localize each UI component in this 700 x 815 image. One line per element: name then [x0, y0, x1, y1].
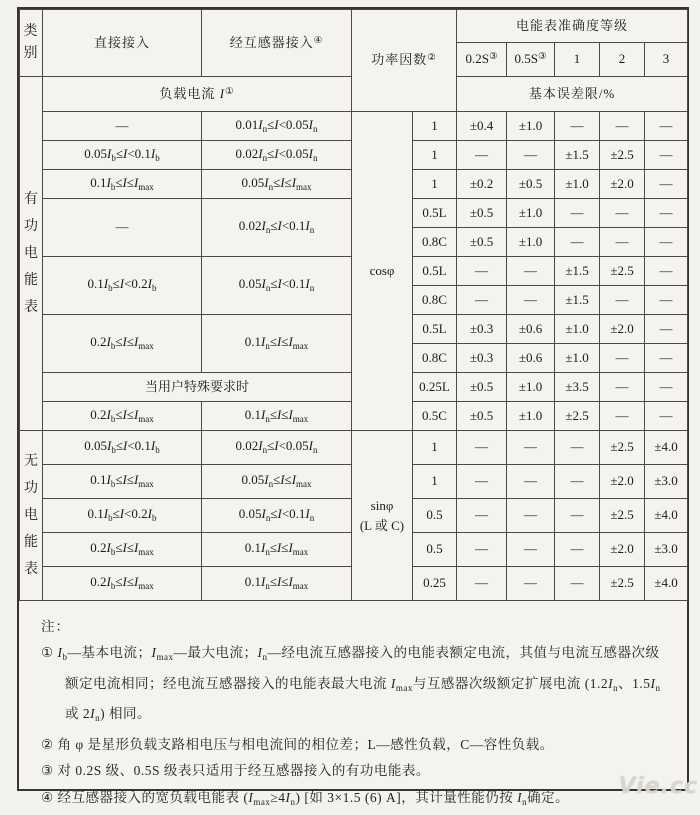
- error-limit-cell: ±2.0: [600, 465, 645, 499]
- ct-range-cell: $0.05I_n\le I\le I_{max}$: [202, 170, 352, 199]
- ct-range-cell: $0.01I_n\le I<0.05I_n$: [202, 112, 352, 141]
- error-limit-cell: —: [457, 499, 507, 533]
- note-item: ① $I_b—$基本电流；$I_{max}—$最大电流；$I_n—$经电流互感器接入的电能表额定电流，其值与电流互感器次级额定电流相同；经电流互感器接入的电能表最大电流 $I_{max}$与互感器次级额定扩展电流 ($1.2I_n$、$1.5I_n$或 $2I_n$) 相同。: [41, 640, 673, 732]
- error-limit-cell: —: [645, 286, 688, 315]
- error-limit-cell: ±1.0: [507, 199, 555, 228]
- error-limit-cell: ±3.0: [645, 533, 688, 567]
- error-limit-cell: —: [555, 567, 600, 601]
- error-limit-cell: ±2.0: [600, 170, 645, 199]
- note-item: ② 角 φ 是星形负载支路相电压与相电流间的相位差；L—感性负载，C—容性负载。: [41, 732, 673, 759]
- accuracy-class-cell: 0.5S③: [507, 43, 555, 77]
- error-limit-cell: ±0.3: [457, 315, 507, 344]
- error-limit-cell: —: [600, 199, 645, 228]
- error-limit-cell: ±1.5: [555, 286, 600, 315]
- ct-range-cell: $0.1I_n\le I\le I_{max}$: [202, 533, 352, 567]
- pf-value-cell: 0.8C: [413, 228, 457, 257]
- ct-range-cell: $0.1I_n\le I\le I_{max}$: [202, 402, 352, 431]
- pf-value-cell: 0.8C: [413, 344, 457, 373]
- error-limit-cell: ±2.0: [600, 533, 645, 567]
- error-limit-cell: ±0.3: [457, 344, 507, 373]
- direct-range-cell: $0.2I_b\le I\le I_{max}$: [43, 402, 202, 431]
- error-limit-cell: —: [457, 257, 507, 286]
- direct-range-cell: —: [43, 199, 202, 257]
- pf-value-cell: 0.25L: [413, 373, 457, 402]
- pf-value-cell: 0.5L: [413, 257, 457, 286]
- error-limit-cell: —: [645, 141, 688, 170]
- category-header-label: 类别: [23, 21, 39, 65]
- error-limit-cell: ±0.6: [507, 315, 555, 344]
- ct-range-cell: $0.02I_n\le I<0.05I_n$: [202, 431, 352, 465]
- error-limit-cell: ±0.5: [457, 199, 507, 228]
- ct-range-cell: $0.02I_n\le I<0.05I_n$: [202, 141, 352, 170]
- ct-range-cell: $0.02I_n\le I<0.1I_n$: [202, 199, 352, 257]
- pf-value-cell: 1: [413, 170, 457, 199]
- error-limit-cell: —: [555, 228, 600, 257]
- accuracy-class-cell: 2: [600, 43, 645, 77]
- error-limit-cell: —: [555, 199, 600, 228]
- error-limits-table: [19, 9, 688, 601]
- error-limit-cell: —: [600, 402, 645, 431]
- error-limit-cell: —: [507, 567, 555, 601]
- error-limit-header-cell: 基本误差限/%: [457, 77, 688, 112]
- cos-phi-label: cosφ: [354, 261, 410, 281]
- error-limit-cell: ±1.0: [507, 373, 555, 402]
- ct-range-cell: $0.05I_n\le I<0.1I_n$: [202, 257, 352, 315]
- error-limit-cell: —: [600, 373, 645, 402]
- error-limit-cell: —: [457, 567, 507, 601]
- error-limit-cell: ±0.5: [457, 373, 507, 402]
- error-limit-cell: —: [645, 199, 688, 228]
- category-label-reactive: 无功电能表: [23, 448, 39, 583]
- error-limit-cell: —: [507, 533, 555, 567]
- error-limit-cell: ±3.5: [555, 373, 600, 402]
- error-limit-cell: —: [645, 344, 688, 373]
- error-limit-cell: —: [600, 286, 645, 315]
- sin-phi-label: sinφ: [354, 496, 410, 516]
- error-limit-cell: —: [555, 112, 600, 141]
- error-limit-cell: ±4.0: [645, 567, 688, 601]
- error-limit-cell: —: [600, 344, 645, 373]
- pf-value-cell: 0.5: [413, 499, 457, 533]
- error-limit-cell: —: [645, 257, 688, 286]
- error-limit-cell: —: [645, 170, 688, 199]
- table-row: [20, 10, 688, 43]
- direct-range-cell: $0.2I_b\le I\le I_{max}$: [43, 533, 202, 567]
- error-limit-cell: —: [457, 533, 507, 567]
- pf-value-cell: 0.8C: [413, 286, 457, 315]
- direct-range-cell: $0.1I_b\le I<0.2I_b$: [43, 257, 202, 315]
- error-limit-cell: —: [507, 465, 555, 499]
- accuracy-class-cell: 1: [555, 43, 600, 77]
- ct-range-cell: $0.05I_n\le I\le I_{max}$: [202, 465, 352, 499]
- pf-value-cell: 1: [413, 465, 457, 499]
- error-limit-cell: ±0.6: [507, 344, 555, 373]
- error-limit-cell: ±0.2: [457, 170, 507, 199]
- direct-range-cell: $0.1I_b\le I<0.2I_b$: [43, 499, 202, 533]
- error-limit-cell: ±2.0: [600, 315, 645, 344]
- error-limit-cell: ±2.5: [600, 257, 645, 286]
- error-limits-table-sheet: [17, 7, 689, 791]
- pf-value-cell: 0.5L: [413, 315, 457, 344]
- direct-range-cell: $0.05I_b\le I<0.1I_b$: [43, 141, 202, 170]
- error-limit-cell: ±2.5: [555, 402, 600, 431]
- error-limit-cell: ±1.0: [507, 402, 555, 431]
- pf-value-cell: 0.5: [413, 533, 457, 567]
- error-limit-cell: —: [507, 141, 555, 170]
- via-ct-header-cell: 经互感器接入④: [202, 10, 352, 77]
- load-current-header-cell: 负载电流 I①: [43, 77, 352, 112]
- category-cell-reactive: [20, 431, 43, 601]
- pf-symbol-cell-cos: [352, 112, 413, 431]
- direct-range-cell: $0.05I_b\le I<0.1I_b$: [43, 431, 202, 465]
- notes-title: 注：: [41, 614, 673, 640]
- sin-phi-sublabel: (L 或 C): [354, 516, 410, 536]
- ct-range-cell: $0.1I_n\le I\le I_{max}$: [202, 567, 352, 601]
- accuracy-class-header-cell: 电能表准确度等级: [457, 10, 688, 43]
- error-limit-cell: —: [457, 465, 507, 499]
- note-item: ④ 经互感器接入的宽负载电能表 $(I_{max}\ge 4I_n)$ [如 3×1.5 (6) A]，其计量性能仍按 $I_n$确定。: [41, 785, 673, 815]
- pf-value-cell: 0.5C: [413, 402, 457, 431]
- category-header-cell: [20, 10, 43, 77]
- error-limit-cell: —: [645, 112, 688, 141]
- pf-value-cell: 1: [413, 112, 457, 141]
- error-limit-cell: —: [555, 431, 600, 465]
- direct-range-cell: $0.2I_b\le I\le I_{max}$: [43, 315, 202, 373]
- error-limit-cell: —: [457, 431, 507, 465]
- pf-value-cell: 1: [413, 431, 457, 465]
- accuracy-class-cell: 0.2S③: [457, 43, 507, 77]
- direct-range-cell: $0.1I_b\le I\le I_{max}$: [43, 465, 202, 499]
- error-limit-cell: ±2.5: [600, 431, 645, 465]
- error-limit-cell: —: [600, 112, 645, 141]
- error-limit-cell: ±1.0: [507, 112, 555, 141]
- error-limit-cell: ±4.0: [645, 431, 688, 465]
- error-limit-cell: —: [507, 499, 555, 533]
- error-limit-cell: —: [645, 373, 688, 402]
- pf-symbol-cell-sin: [352, 431, 413, 601]
- notes-section: [19, 601, 687, 815]
- error-limit-cell: —: [645, 315, 688, 344]
- error-limit-cell: ±0.4: [457, 112, 507, 141]
- error-limit-cell: —: [645, 402, 688, 431]
- error-limit-cell: ±2.5: [600, 567, 645, 601]
- error-limit-cell: ±2.5: [600, 141, 645, 170]
- error-limit-cell: —: [507, 431, 555, 465]
- category-label-active: 有功电能表: [23, 186, 39, 321]
- direct-range-cell: $0.1I_b\le I\le I_{max}$: [43, 170, 202, 199]
- error-limit-cell: —: [555, 533, 600, 567]
- error-limit-cell: ±1.5: [555, 257, 600, 286]
- direct-connect-header-cell: 直接接入: [43, 10, 202, 77]
- error-limit-cell: ±4.0: [645, 499, 688, 533]
- ct-range-cell: $0.05I_n\le I<0.1I_n$: [202, 499, 352, 533]
- pf-value-cell: 0.25: [413, 567, 457, 601]
- error-limit-cell: —: [600, 228, 645, 257]
- pf-value-cell: 1: [413, 141, 457, 170]
- error-limit-cell: —: [507, 257, 555, 286]
- error-limit-cell: ±1.0: [507, 228, 555, 257]
- table-row: [20, 431, 688, 465]
- error-limit-cell: —: [507, 286, 555, 315]
- error-limit-cell: —: [645, 228, 688, 257]
- error-limit-cell: —: [457, 141, 507, 170]
- error-limit-cell: ±0.5: [457, 402, 507, 431]
- error-limit-cell: ±2.5: [600, 499, 645, 533]
- power-factor-header-cell: 功率因数②: [352, 10, 457, 112]
- pf-value-cell: 0.5L: [413, 199, 457, 228]
- error-limit-cell: —: [555, 499, 600, 533]
- error-limit-cell: —: [457, 286, 507, 315]
- error-limit-cell: ±1.0: [555, 170, 600, 199]
- site-watermark: Vie.cc: [618, 774, 698, 799]
- error-limit-cell: ±0.5: [507, 170, 555, 199]
- error-limit-cell: ±0.5: [457, 228, 507, 257]
- error-limit-cell: ±1.5: [555, 141, 600, 170]
- direct-range-cell: —: [43, 112, 202, 141]
- error-limit-cell: ±1.0: [555, 315, 600, 344]
- error-limit-cell: ±1.0: [555, 344, 600, 373]
- error-limit-cell: —: [555, 465, 600, 499]
- table-row: [20, 112, 688, 141]
- ct-range-cell: $0.1I_n\le I\le I_{max}$: [202, 315, 352, 373]
- error-limit-cell: ±3.0: [645, 465, 688, 499]
- direct-range-cell: $0.2I_b\le I\le I_{max}$: [43, 567, 202, 601]
- category-cell-active: [20, 77, 43, 431]
- special-request-cell: 当用户特殊要求时: [43, 373, 352, 402]
- note-item: ③ 对 0.2S 级、0.5S 级表只适用于经互感器接入的有功电能表。: [41, 758, 673, 785]
- accuracy-class-cell: 3: [645, 43, 688, 77]
